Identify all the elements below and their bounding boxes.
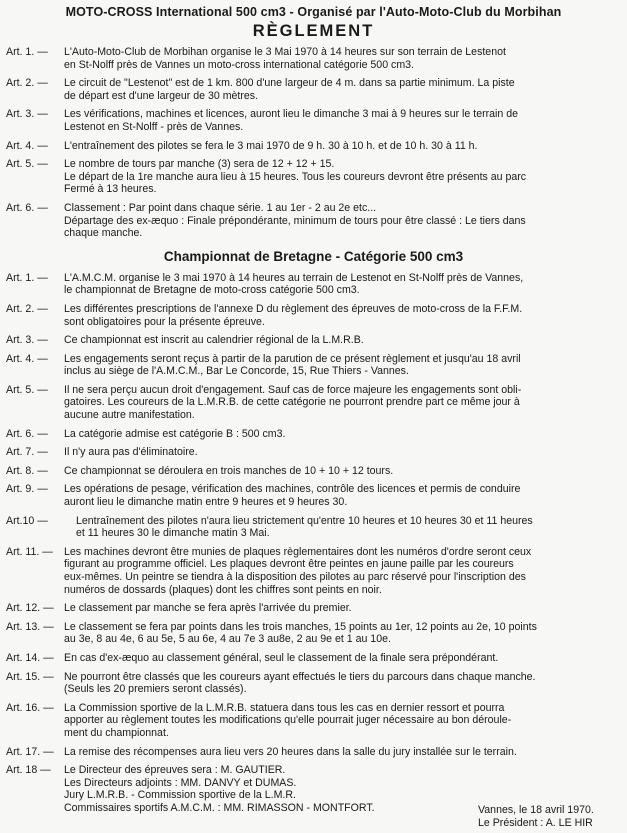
section-championnat bbox=[6, 272, 621, 815]
article-number: Art. 14. — bbox=[6, 651, 54, 664]
article-row bbox=[6, 158, 621, 196]
article-text bbox=[64, 652, 621, 665]
article-text bbox=[64, 483, 621, 508]
article-text bbox=[64, 46, 621, 71]
article-number: Art. 1. — bbox=[6, 271, 48, 284]
article-line: La remise des récompenses aura lieu vers 20 heures dans la salle du jury installée sur le terrain. bbox=[64, 745, 517, 758]
article-number: Art.10 — bbox=[6, 514, 48, 527]
article-text bbox=[64, 384, 621, 422]
article-line: La Commission sportive de la L.M.R.B. statuera dans tous les cas en dernier ressort et pourra bbox=[64, 701, 505, 714]
article-line: le championnat de Bretagne de moto-cross catégorie 500 cm3. bbox=[64, 284, 360, 297]
article-line: Ce championnat se déroulera en trois manches de 10 + 10 + 12 tours. bbox=[64, 464, 394, 477]
article-row bbox=[6, 483, 621, 508]
article-number: Art. 2. — bbox=[6, 302, 48, 315]
article-line: Ne pourront être classés que les coureurs ayant effectués le tiers du parcours dans chaque manche. bbox=[64, 670, 536, 683]
article-text bbox=[64, 202, 621, 240]
article-row bbox=[6, 384, 621, 422]
article-text bbox=[64, 353, 621, 378]
article-row bbox=[6, 303, 621, 328]
article-line: numéros de dossards (plaques) dont les chiffres sont peints en noir. bbox=[64, 583, 382, 596]
article-line: et 11 heures 30 le dimanche matin 3 Mai. bbox=[76, 527, 270, 540]
article-line: Les Directeurs adjoints : MM. DANVY et DUMAS. bbox=[64, 776, 297, 789]
article-row bbox=[6, 428, 621, 441]
article-line: Le classement se fera par points dans les trois manches, 15 points au 1er, 12 points au 2e, 10 points bbox=[64, 620, 537, 633]
article-line: gatoires. Les coureurs de la L.M.R.B. de cette catégorie ne pourront prendre part ce même jour à bbox=[64, 396, 520, 409]
article-line: Le Directeur des épreuves sera : M. GAUTIER. bbox=[64, 764, 286, 777]
article-text bbox=[64, 621, 621, 646]
article-row bbox=[6, 77, 621, 102]
article-row bbox=[6, 446, 621, 459]
article-row bbox=[6, 334, 621, 347]
page-header: MOTO-CROSS International 500 cm3 - Organisé par l'Auto-Moto-Club du Morbihan bbox=[65, 5, 562, 19]
article-number: Art. 5. — bbox=[6, 158, 48, 171]
article-text bbox=[64, 671, 621, 696]
article-row bbox=[6, 546, 621, 596]
article-line: Les différentes prescriptions de l'annexe D du règlement des épreuves de moto-cross de la F.F.M. bbox=[64, 302, 523, 315]
article-line: aucune autre manifestation. bbox=[64, 409, 195, 422]
article-line: Lentraînement des pilotes n'aura lieu strictement qu'entre 10 heures et 10 heures 30 et 11 heures bbox=[76, 514, 533, 527]
article-line: Les vérifications, machines et licences, auront lieu le dimanche 3 mai à 9 heures sur le terrain de bbox=[64, 108, 519, 121]
article-row bbox=[6, 602, 621, 615]
article-row bbox=[6, 746, 621, 759]
article-row bbox=[6, 465, 621, 478]
article-text bbox=[64, 602, 621, 615]
article-number: Art. 8. — bbox=[6, 464, 48, 477]
article-line: Commissaires sportifs A.M.C.M. : MM. RIMASSON - MONTFORT. bbox=[64, 801, 375, 814]
article-number: Art. 11. — bbox=[6, 545, 53, 558]
article-number: Art. 5. — bbox=[6, 383, 48, 396]
article-row bbox=[6, 671, 621, 696]
article-line: (Seuls les 20 premiers seront classés). bbox=[64, 683, 247, 696]
article-line: Jury L.M.R.B. - Commission sportive de la L.M.R. bbox=[64, 789, 296, 802]
article-text bbox=[64, 446, 621, 459]
article-text bbox=[64, 546, 621, 596]
article-line: L'Auto-Moto-Club de Morbihan organise le 3 Mai 1970 à 14 heures sur son terrain de Lestenot bbox=[64, 46, 506, 58]
article-line: sont obligatoires pour la présente épreuve. bbox=[64, 315, 265, 328]
article-line: en St-Nolff près de Vannes un moto-cross international catégorie 500 cm3. bbox=[64, 58, 414, 71]
article-line: chaque manche. bbox=[64, 227, 143, 240]
article-line: eux-mêmes. Un peintre se tiendra à la disposition des pilotes au parc réservé pour l'inscription des bbox=[64, 571, 526, 583]
signature-president: Le Président : A. LE HIR bbox=[478, 816, 593, 829]
article-line: Il n'y aura pas d'éliminatoire. bbox=[64, 446, 198, 459]
article-line: Ce championnat est inscrit au calendrier régional de la L.M.R.B. bbox=[64, 334, 364, 347]
article-text bbox=[64, 77, 621, 102]
section-subtitle: Championnat de Bretagne - Catégorie 500 cm3 bbox=[163, 248, 464, 264]
article-line: figurant au programme officiel. Les plaques devront être peintes en jaune paille par les coureurs bbox=[64, 558, 514, 571]
article-line: L'entraînement des pilotes se fera le 3 mai 1970 de 9 h. 30 à 10 h. et de 10 h. 30 à 11 h. bbox=[64, 139, 478, 152]
article-line: apporter au règlement toutes les modifications qu'elle pourrait juger nécessaire au bon déroule- bbox=[64, 714, 512, 727]
article-line: de départ est d'une largeur de 30 mètres. bbox=[64, 89, 259, 102]
article-text bbox=[64, 334, 621, 347]
article-number: Art. 18 — bbox=[6, 764, 51, 777]
article-line: Les machines devront être munies de plaques règlementaires dont les numéros d'ordre seront ceux bbox=[64, 545, 532, 558]
article-line: Lestenot en St-Nolff - près de Vannes. bbox=[64, 120, 244, 133]
article-row bbox=[6, 515, 621, 540]
article-line: Le classement par manche se fera après l'arrivée du premier. bbox=[64, 602, 352, 615]
article-line: Le départ de la 1re manche aura lieu à 15 heures. Tous les coureurs devront être présents au parc bbox=[64, 170, 527, 183]
article-text bbox=[64, 303, 621, 328]
article-row bbox=[6, 621, 621, 646]
article-number: Art. 16. — bbox=[6, 701, 54, 714]
article-line: La catégorie admise est catégorie B : 500 cm3. bbox=[64, 427, 286, 440]
article-number: Art. 6. — bbox=[6, 201, 48, 214]
article-row bbox=[6, 140, 621, 153]
page-title: RÈGLEMENT bbox=[252, 22, 375, 40]
article-line: au 3e, 8 au 4e, 6 au 5e, 5 au 6e, 4 au 7e 3 au8e, 2 au 9e et 1 au 10e. bbox=[64, 633, 391, 646]
article-row bbox=[6, 272, 621, 297]
article-line: Les engagements seront reçus à partir de la parution de ce présent règlement et jusqu'au 18 avril bbox=[64, 352, 521, 365]
article-line: En cas d'ex-æquo au classement général, seul le classement de la finale sera prépondérant. bbox=[64, 651, 499, 664]
article-number: Art. 9. — bbox=[6, 483, 48, 496]
article-number: Art. 7. — bbox=[6, 446, 48, 459]
article-line: Départage des ex-æquo : Finale prépondérante, minimum de tours pour être classé : Le tiers dans bbox=[64, 214, 526, 227]
article-line: Le circuit de "Lestenot" est de 1 km. 800 d'une largeur de 4 m. dans sa partie minimum. La piste bbox=[64, 77, 515, 90]
article-row bbox=[6, 46, 621, 71]
article-number: Art. 13. — bbox=[6, 620, 54, 633]
article-line: auront lieu le dimanche matin entre 9 heures et 9 heures 30. bbox=[64, 496, 348, 509]
article-number: Art. 12. — bbox=[6, 602, 54, 615]
article-row bbox=[6, 702, 621, 740]
article-number: Art. 1. — bbox=[6, 46, 48, 58]
article-line: ment du championnat. bbox=[64, 726, 169, 739]
article-text bbox=[64, 465, 621, 478]
article-text bbox=[64, 272, 621, 297]
article-text bbox=[64, 140, 621, 153]
article-number: Art. 2. — bbox=[6, 77, 48, 90]
article-text bbox=[64, 158, 621, 196]
article-row bbox=[6, 353, 621, 378]
article-number: Art. 4. — bbox=[6, 139, 48, 152]
article-text bbox=[64, 702, 621, 740]
article-line: inclus au siège de l'A.M.C.M., Bar Le Concorde, 15, Rue Thiers - Vannes. bbox=[64, 365, 409, 378]
article-line: L'A.M.C.M. organise le 3 mai 1970 à 14 heures au terrain de Lestenot en St-Nolff près de Vannes, bbox=[64, 271, 524, 284]
article-number: Art. 17. — bbox=[6, 745, 54, 758]
article-number: Art. 6. — bbox=[6, 427, 48, 440]
article-line: Il ne sera perçu aucun droit d'engagement. Sauf cas de force majeure les engagements sont obli- bbox=[64, 383, 522, 396]
article-line: Fermé à 13 heures. bbox=[64, 183, 157, 196]
article-text bbox=[64, 428, 621, 441]
article-line: Le nombre de tours par manche (3) sera de 12 + 12 + 15. bbox=[64, 158, 335, 171]
signature-place-date: Vannes, le 18 avril 1970. bbox=[478, 804, 594, 816]
article-line: Classement : Par point dans chaque série. 1 au 1er - 2 au 2e etc... bbox=[64, 201, 377, 214]
signature-block bbox=[478, 804, 594, 829]
article-number: Art. 3. — bbox=[6, 334, 48, 347]
article-number: Art. 3. — bbox=[6, 108, 48, 121]
article-row bbox=[6, 202, 621, 240]
article-line: Les opérations de pesage, vérification des machines, contrôle des licences et permis de conduire bbox=[64, 483, 521, 496]
article-text bbox=[64, 108, 621, 133]
article-text bbox=[76, 515, 621, 540]
article-row bbox=[6, 652, 621, 665]
article-number: Art. 15. — bbox=[6, 670, 54, 683]
article-number: Art. 4. — bbox=[6, 352, 48, 365]
article-row bbox=[6, 108, 621, 133]
section-reglement bbox=[6, 46, 621, 240]
article-text bbox=[64, 746, 621, 759]
